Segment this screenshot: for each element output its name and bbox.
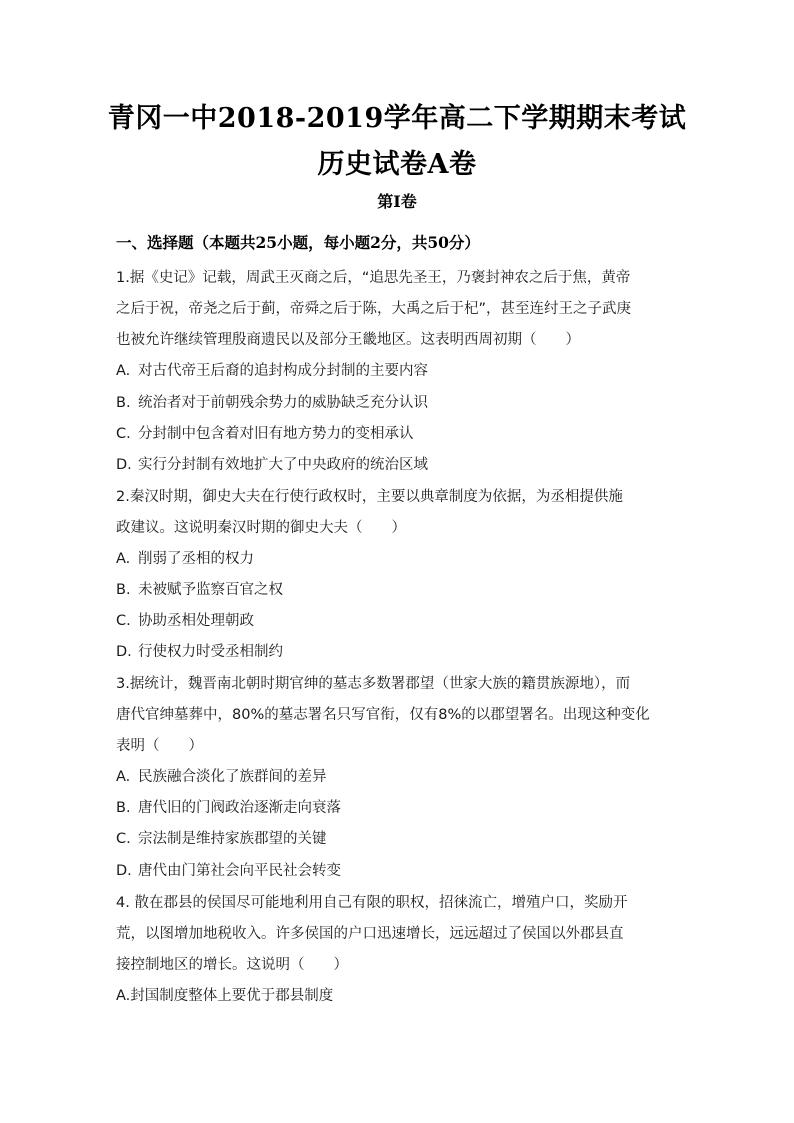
question-2-option-d bbox=[116, 642, 283, 662]
option-text: 协助丞相处理朝政 bbox=[138, 613, 254, 629]
question-1-option-c bbox=[116, 424, 414, 444]
question-3-stem-line-2: 唐代官绅墓葬中，80%的墓志署名只写官衔，仅有8%的以郡望署名。出现这种变化 bbox=[116, 707, 650, 723]
question-1-stem-line-1: 1.据《史记》记载，周武王灭商之后，“追思先圣王，乃褒封神农之后于焦，黄帝 bbox=[116, 270, 631, 286]
question-3-option-a bbox=[116, 767, 327, 787]
question-3-stem-line-3: 表明（ ） bbox=[116, 738, 203, 754]
question-3-option-d bbox=[116, 861, 341, 881]
option-text: 民族融合淡化了族群间的差异 bbox=[138, 769, 327, 785]
option-text: 唐代由门第社会向平民社会转变 bbox=[138, 863, 341, 879]
option-text: 唐代旧的门阀政治逐渐走向衰落 bbox=[138, 800, 341, 816]
question-4-stem-line-3: 接控制地区的增长。这说明（ ） bbox=[116, 957, 348, 973]
exam-subtitle: 历史试卷A卷 bbox=[317, 149, 477, 180]
option-letter: B. bbox=[116, 582, 131, 598]
option-letter: A. bbox=[116, 769, 131, 785]
option-text: 统治者对于前朝残余势力的威胁缺乏充分认识 bbox=[138, 395, 428, 411]
question-3-option-b bbox=[116, 798, 341, 818]
section-heading: 一、选择题（本题共25小题，每小题2分，共50分） bbox=[116, 233, 480, 252]
option-letter: D. bbox=[116, 457, 132, 473]
question-1-stem-line-2: 之后于祝，帝尧之后于蓟，帝舜之后于陈，大禹之后于杞”，甚至连纣王之子武庚 bbox=[116, 301, 632, 317]
question-4-stem-line-1: 4. 散在郡县的侯国尽可能地利用自己有限的职权，招徕流亡，增殖户口，奖励开 bbox=[116, 895, 628, 911]
option-text: 实行分封制有效地扩大了中央政府的统治区域 bbox=[138, 457, 428, 473]
option-text: 分封制中包含着对旧有地方势力的变相承认 bbox=[138, 426, 414, 442]
option-letter: C. bbox=[116, 831, 131, 847]
option-letter: A. bbox=[116, 363, 131, 379]
question-4-stem-line-2: 荒，以图增加地税收入。许多侯国的户口迅速增长，远远超过了侯国以外郡县直 bbox=[116, 926, 624, 942]
question-2-option-b bbox=[116, 580, 283, 600]
question-1-option-d bbox=[116, 455, 428, 475]
question-2-stem-line-1: 2.秦汉时期，御史大夫在行使行政权时，主要以典章制度为依据，为丞相提供施 bbox=[116, 489, 623, 505]
option-letter: B. bbox=[116, 395, 131, 411]
question-4-option-a bbox=[116, 986, 333, 1006]
option-text: 宗法制是维持家族郡望的关键 bbox=[138, 831, 327, 847]
option-letter: C. bbox=[116, 613, 131, 629]
question-1-option-b bbox=[116, 393, 428, 413]
option-letter: A. bbox=[116, 551, 131, 567]
option-letter: B. bbox=[116, 800, 131, 816]
question-3-stem-line-1: 3.据统计，魏晋南北朝时期官绅的墓志多数署郡望（世家大族的籍贯族源地），而 bbox=[116, 676, 631, 692]
question-2-option-c bbox=[116, 611, 254, 631]
option-text: 行使权力时受丞相制约 bbox=[138, 644, 283, 660]
option-text: 未被赋予监察百官之权 bbox=[138, 582, 283, 598]
option-letter: D. bbox=[116, 863, 132, 879]
question-2-option-a bbox=[116, 549, 254, 569]
exam-title: 青冈一中2018-2019学年高二下学期期末考试 bbox=[107, 103, 687, 134]
option-text: 对古代帝王后裔的追封构成分封制的主要内容 bbox=[138, 363, 428, 379]
option-text: 削弱了丞相的权力 bbox=[138, 551, 254, 567]
question-1-option-a bbox=[116, 361, 428, 381]
question-2-stem-line-2: 政建议。这说明秦汉时期的御史大夫（ ） bbox=[116, 520, 406, 536]
option-letter: D. bbox=[116, 644, 132, 660]
volume-heading: 第Ⅰ卷 bbox=[377, 192, 417, 211]
question-3-option-c bbox=[116, 829, 327, 849]
option-letter: C. bbox=[116, 426, 131, 442]
option-text: 封国制度整体上要优于郡县制度 bbox=[130, 988, 334, 1004]
question-1-stem-line-3: 也被允许继续管理殷商遗民以及部分王畿地区。这表明西周初期（ ） bbox=[116, 332, 580, 348]
option-letter: A. bbox=[116, 988, 131, 1004]
